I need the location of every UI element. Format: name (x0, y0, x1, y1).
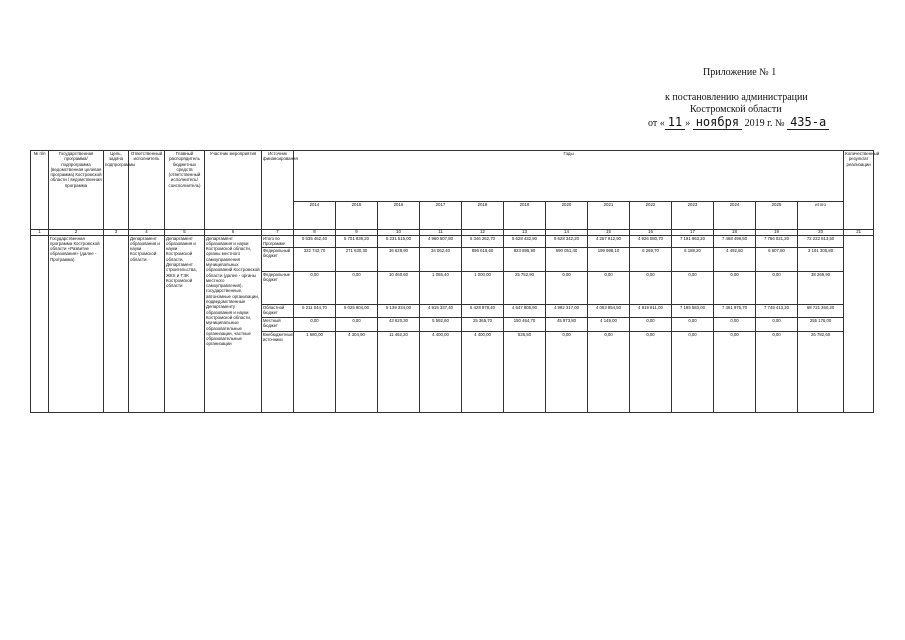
column-number: 14 (546, 230, 588, 236)
value-cell: 1 055,40 (420, 271, 462, 304)
column-number: 6 (205, 230, 262, 236)
value-cell: 0,00 (756, 331, 798, 412)
value-cell: 5 428 878,40 (462, 304, 504, 317)
source-cell: Областной бюджет (262, 304, 294, 317)
year-header: 2020 (546, 202, 588, 230)
value-cell: 823 895,90 (504, 247, 546, 271)
value-cell: 0,00 (588, 331, 630, 412)
column-number: 4 (129, 230, 165, 236)
value-cell: 25 365,70 (462, 317, 504, 331)
value-cell: 1 000,00 (462, 271, 504, 304)
column-number: 18 (714, 230, 756, 236)
value-cell: 45 973,80 (546, 317, 588, 331)
col-header-participant: Участник мероприятия (205, 151, 262, 230)
value-cell: 5 211 044,70 (294, 304, 336, 317)
col-header-years: Годы (294, 151, 844, 202)
value-cell: 4 053 854,50 (588, 304, 630, 317)
year-header: 2018 (462, 202, 504, 230)
value-cell: 4 304,90 (336, 331, 378, 412)
column-number: 20 (798, 230, 844, 236)
value-cell: 5 628 342,20 (546, 235, 588, 247)
col-header-program: Государственная программа/подпрограмма (ведомственная целевая программа) Костромской области / ведомственная программа (49, 151, 104, 230)
column-number: 19 (756, 230, 798, 236)
value-cell: 0,00 (672, 271, 714, 304)
value-cell: 199 998,10 (588, 247, 630, 271)
total-cell: 255 176,00 (798, 317, 844, 331)
column-number: 7 (262, 230, 294, 236)
value-cell: 7 185 583,00 (672, 304, 714, 317)
resolution-line: к постановлению администрации (665, 92, 808, 103)
column-number: 13 (504, 230, 546, 236)
col-header-manager: Главный распорядитель бюджетных средств (ответственный исполнитель/соисполнитель) (165, 151, 205, 230)
column-number: 1 (31, 230, 49, 236)
col-header-source: Источник финансирования (262, 151, 294, 230)
value-cell: 4 257 912,90 (588, 235, 630, 247)
participant-cell: Департамент образования и науки Костромской области, органы местного самоуправления муниципальных образований Костромской области (далее - органы местного самоуправления), государственные, автономные организации, подведомственные Департаменту образования и науки Костромской области, муниципальные образовательные организации, частные образовательные организации (205, 235, 262, 412)
col-header-result: Количественный результат реализации (844, 151, 874, 230)
column-number: 15 (588, 230, 630, 236)
header-row-top (31, 151, 874, 202)
column-number: 11 (420, 230, 462, 236)
value-cell: 4 919 811,00 (630, 304, 672, 317)
value-cell: 4 915 337,40 (420, 304, 462, 317)
value-cell: 6 346 262,70 (462, 235, 504, 247)
value-cell: 7 756 021,20 (756, 235, 798, 247)
value-cell: 0,00 (630, 271, 672, 304)
row-number-cell (31, 235, 49, 412)
total-cell: 68 721 260,20 (798, 304, 844, 317)
value-cell: 6 607,80 (756, 247, 798, 271)
year-header: 2019 (504, 202, 546, 230)
value-cell: 7 461 975,70 (714, 304, 756, 317)
result-cell (844, 235, 874, 412)
value-cell: 5 701 839,20 (336, 235, 378, 247)
year-header: 2024 (714, 202, 756, 230)
goal-cell (104, 235, 129, 412)
value-cell: 150 464,70 (504, 317, 546, 331)
value-cell: 0,00 (672, 331, 714, 412)
value-cell: 5 628 432,90 (504, 235, 546, 247)
value-cell: 25 752,90 (504, 271, 546, 304)
year-header: 2021 (588, 202, 630, 230)
value-cell: 11 462,20 (378, 331, 420, 412)
executor-cell: Департамент образования и науки Костромской области (129, 235, 165, 412)
value-cell: 5 025 904,00 (336, 304, 378, 317)
column-number: 12 (462, 230, 504, 236)
column-number: 8 (294, 230, 336, 236)
appendix-title: Приложение № 1 (703, 67, 777, 78)
year-label: 2019 г. № (744, 118, 785, 129)
value-cell: 6 188,20 (672, 247, 714, 271)
year-header: 2025 (756, 202, 798, 230)
value-cell: 0,00 (714, 317, 756, 331)
total-cell: 72 222 813,50 (798, 235, 844, 247)
value-cell: 4 926 080,70 (630, 235, 672, 247)
program-name-cell: Государственная программа Костромской области «Развитие образования» (далее - Программа) (49, 235, 104, 412)
col-header-executor: Ответственный исполнитель (129, 151, 165, 230)
year-header: 2023 (672, 202, 714, 230)
value-cell: 0,00 (546, 331, 588, 412)
source-cell: Местный бюджет (262, 317, 294, 331)
value-cell: 5 592,60 (420, 317, 462, 331)
value-cell: 4 400,00 (462, 331, 504, 412)
year-header: 2016 (378, 202, 420, 230)
total-cell: 3 191 305,80 (798, 247, 844, 271)
value-cell: 0,00 (714, 271, 756, 304)
value-cell: 4 960 507,80 (420, 235, 462, 247)
column-number: 2 (49, 230, 104, 236)
column-number: 21 (844, 230, 874, 236)
year-header: 2014 (294, 202, 336, 230)
column-number: 5 (165, 230, 205, 236)
date-number-line (648, 116, 829, 130)
financing-table (30, 150, 880, 413)
value-cell: 4 400,00 (420, 331, 462, 412)
column-number: 17 (672, 230, 714, 236)
year-header: 2015 (336, 202, 378, 230)
value-cell: 0,00 (714, 331, 756, 412)
col-header-number: № п/п (31, 151, 49, 230)
value-cell: 4 992 317,00 (546, 304, 588, 317)
value-cell: 0,00 (336, 317, 378, 331)
day-handwritten: 11 (665, 115, 685, 130)
value-cell: 5 231 515,00 (378, 235, 420, 247)
source-cell: Федеральный бюджет (262, 247, 294, 271)
value-cell: 0,00 (336, 271, 378, 304)
value-cell: 535,50 (504, 331, 546, 412)
value-cell: 10 460,60 (378, 271, 420, 304)
value-cell: 896 618,60 (462, 247, 504, 271)
total-cell: 38 269,90 (798, 271, 844, 304)
value-cell: 7 468 498,50 (714, 235, 756, 247)
value-cell: 322 742,70 (294, 247, 336, 271)
column-number: 16 (630, 230, 672, 236)
value-cell: 0,00 (630, 317, 672, 331)
number-handwritten: 435-а (787, 115, 829, 130)
year-header: 2017 (420, 202, 462, 230)
date-quote: » (685, 118, 691, 129)
value-cell: 4 149,00 (588, 317, 630, 331)
value-cell: 0,00 (588, 271, 630, 304)
value-cell: 0,00 (294, 317, 336, 331)
year-header: 2022 (630, 202, 672, 230)
value-cell: 43 620,30 (378, 317, 420, 331)
column-number: 9 (336, 230, 378, 236)
table-row (31, 235, 874, 247)
value-cell: 7 191 963,20 (672, 235, 714, 247)
value-cell: 590 051,40 (546, 247, 588, 271)
value-cell: 4 647 805,90 (504, 304, 546, 317)
value-cell: 0,00 (546, 271, 588, 304)
value-cell: 0,00 (630, 331, 672, 412)
value-cell: 5 139 334,00 (378, 304, 420, 317)
value-cell: 7 749 413,20 (756, 304, 798, 317)
column-number: 3 (104, 230, 129, 236)
col-header-goal: Цель, задача подпрограммы (104, 151, 129, 230)
manager-cell: Департамент образования и науки Костромской области, Департамент строительства, ЖКХ и ТЭК Костромской области (165, 235, 205, 412)
year-header-total: итого (798, 202, 844, 230)
value-cell: 36 628,90 (378, 247, 420, 271)
source-cell: Итого по Программе (262, 235, 294, 247)
source-cell: Федеральные бюджет (262, 271, 294, 304)
value-cell: 34 062,40 (420, 247, 462, 271)
value-cell: 271 630,30 (336, 247, 378, 271)
source-cell: Внебюджетные источники (262, 331, 294, 412)
total-cell: 26 782,60 (798, 331, 844, 412)
column-number: 10 (378, 230, 420, 236)
region-line: Костромской области (690, 104, 782, 115)
value-cell: 0,00 (672, 317, 714, 331)
value-cell: 4 492,60 (714, 247, 756, 271)
value-cell: 1 680,00 (294, 331, 336, 412)
value-cell: 5 535 462,40 (294, 235, 336, 247)
value-cell: 6 269,70 (630, 247, 672, 271)
month-handwritten: ноября (693, 115, 742, 130)
value-cell: 0,00 (294, 271, 336, 304)
value-cell: 0,00 (756, 271, 798, 304)
value-cell: 0,00 (756, 317, 798, 331)
date-prefix: от « (648, 118, 665, 129)
